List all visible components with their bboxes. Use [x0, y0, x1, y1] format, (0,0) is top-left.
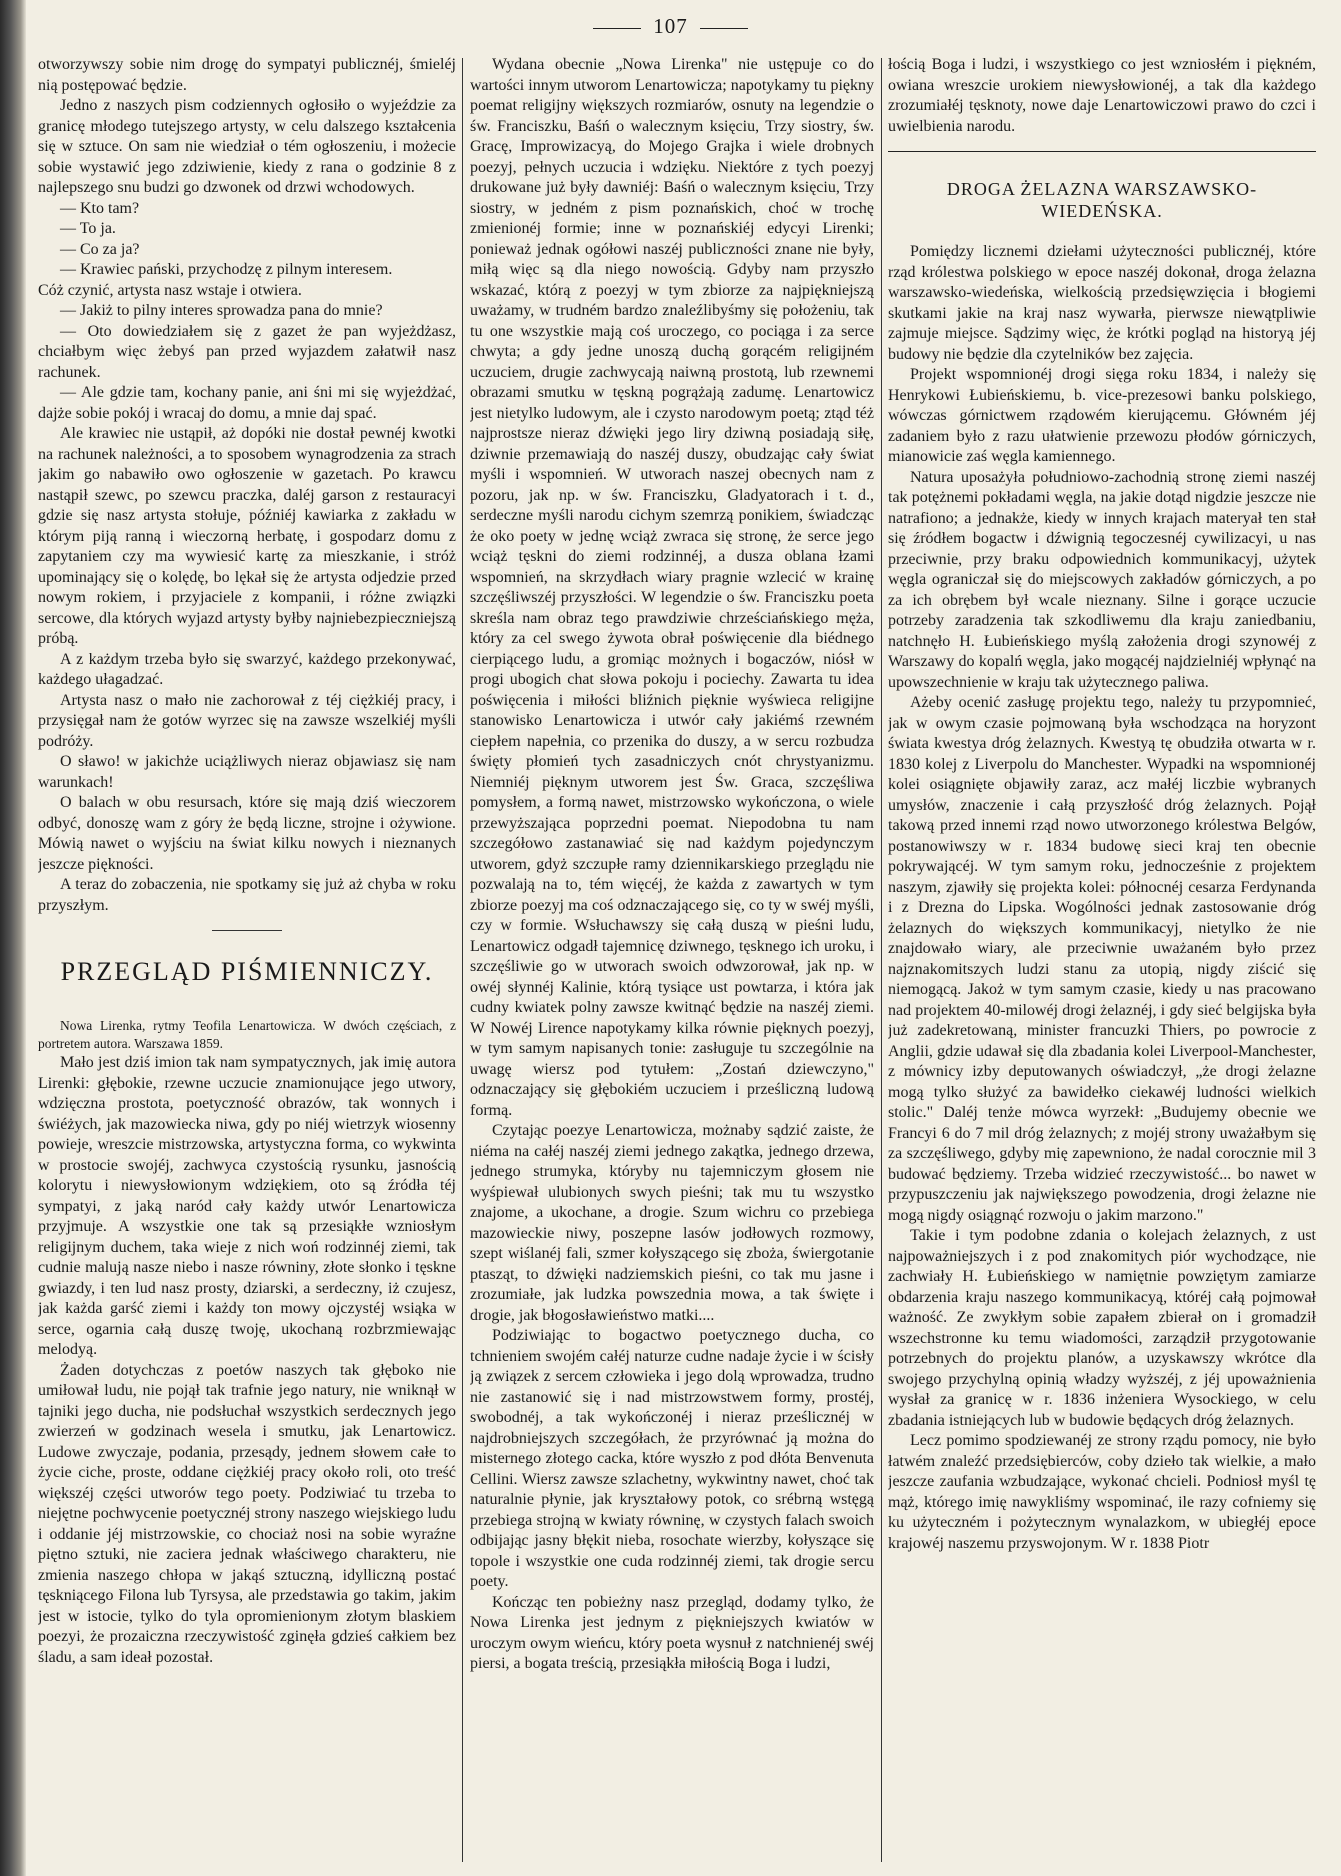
- paragraph: Artysta nasz o mało nie zachorował z téj ciężkiéj pracy, i przysięgał nam że gotów wyrzec się na zawsze wszelkiéj myśli podróży.: [38, 691, 456, 750]
- dialogue-line: — Ale gdzie tam, kochany panie, ani śni mi się wyjeżdżać, dajże sobie pokój i wracaj do domu, a mnie daj spać.: [38, 384, 456, 422]
- paragraph: A teraz do zobaczenia, nie spotkamy się już aż chyba w roku przyszłym.: [38, 876, 456, 914]
- page-number: [0, 14, 1341, 39]
- paragraph: Takie i tym podobne zdania o kolejach żelaznych, z ust najpoważniejszych i z pod znakomitych piór wychodzące, nie zachwiały H. Łubieńskiego w namiętnie powziętym zamiarze obdarzenia kraju naszego kommunikacyą, któréj całą pojmował ważność. Ze zwykłym sobie zapałem zbierał on i gromadził wszechstronne ku temu wiadomości, zarządził przygotowanie potrzebnych do projektu planów, a uzyskawszy wkrótce dla swojego przychylną opinią władzy wyższéj, z jéj upoważnienia wysłał za granicę w r. 1836 inżeniera Wysockiego, w celu zbadania istniejących lub w budowie będących dróg żelaznych.: [888, 1227, 1316, 1429]
- separator-rule: [212, 930, 282, 931]
- paragraph: Jedno z naszych pism codziennych ogłosiło o wyjeździe za granicę młodego tutejszego artysty, w celu dalszego kształcenia się w sztuce. On sam nie wiedział o tém ogłoszeniu, i możecie sobie wystawić jego zdziwienie, kiedy z rana o godzinie 8 z najlepszego snu budzi go dzwonek od drzwi wchodowych.: [38, 97, 456, 196]
- paragraph: A z każdym trzeba było się swarzyć, każdego przekonywać, każdego ułagadzać.: [38, 650, 456, 688]
- column-rule-2: [881, 58, 882, 1862]
- paragraph: Cóż czynić, artysta nasz wstaje i otwiera.: [38, 281, 302, 299]
- section-title-droga-zelazna: DROGA ŻELAZNA WARSZAWSKO-WIEDEŃSKA.: [946, 179, 1258, 221]
- section-title-przeglad: PRZEGLĄD PIŚMIENNICZY.: [60, 957, 434, 986]
- dialogue-line: — Kto tam?: [60, 199, 140, 217]
- review-heading: Nowa Lirenka, rytmy Teofila Lenartowicza. W dwóch częściach, z portretem autora. Warszawa 1859.: [38, 1018, 456, 1051]
- paragraph: Czytając poezye Lenartowicza, możnaby sądzić zaiste, że niéma na całéj naszéj ziemi jednego zakątka, jednego drzewa, jednego strumyka, któryby nu tajemniczym głosem nie wyśpiewał ulubionych swych pieśni; tak mu tu wszystko znajome, a ukochane, a drogie. Szum wichru co przebiega mazowieckie niwy, poszepne lasów jodłowych rozmowy, szept wiślanéj fali, szmer kołyszącego się zboża, świergotanie ptasząt, to dźwięki nadziemskich pieśni, co tak mu jasne i zrozumiałe, jak ludzka powszednia mowa, a tak święte i drogie, jak błogosławieństwo matki....: [470, 1122, 874, 1324]
- dialogue-line: — Co za ja?: [60, 240, 140, 258]
- paragraph: Lecz pomimo spodziewanéj ze strony rządu pomocy, nie było łatwém znaleźć przedsiębierców, coby dzieło tak wielkie, a mało jeszcze zaufania wzbudzające, wykonać chcieli. Podniosł myśl tę mąż, którego imię nawykliśmy wspominać, ile razy cofniemy się ku użyteczném i pożytecznym wynalazkom, w ubiegłéj epoce krajowéj naszemu przyswojonym. W r. 1838 Piotr: [888, 1432, 1316, 1552]
- page-number-dash-left: [593, 28, 641, 29]
- dialogue-line: — Krawiec pański, przychodzę z pilnym interesem.: [60, 261, 393, 278]
- paragraph: Ażeby ocenić zasługę projektu tego, należy tu przypomnieć, jak w owym czasie pojmowaną była wschodząca na horyzont świata kwestya dróg żelaznych. Kwestyą tę obudziła otwarta w r. 1830 kolej z Liverpolu do Manchester. Wypadki na wspomnionéj kolei osiągnięte objawiły zaraz, acz małéj liczbie wybranych umysłów, znaczenie i całą przyszłość dróg żelaznych. Pojął takową przed innemi rząd nowo utworzonego królestwa Belgów, postanowiwszy w r. 1834 budowę sieci kraj ten obecnie pokrywającéj. W tym samym roku, jednocześnie z projektem naszym, zjawiły się projekta kolei: północnéj cesarza Ferdynanda i z Drezna do Lipska. Wogólności jednak zastosowanie dróg żelaznych do większych kommunikacyj, nietylko że nie znajdowało wiary, ale przeciwnie uważaném było przez najznakomitszych ludzi stanu za utopią, nigdy ziścić się niemogącą. Jakoż w tym samym czasie, kiedy u nas pracowano nad projektem 40-milowéj drogi żelaznéj, i gdy sieć belgijska była już zadekretowaną, minister francuzki Thiers, po powrocie z Anglii, gdzie udawał się dla zbadania kolei Liverpool-Manchester, z mównicy izby deputowanych oświadczył, „że drogi żelazne mogą tylko służyć za bawidełko ciekawéj ludności wielkich stolic." Daléj tenże mówca wyrzekł: „Budujemy obecnie we Francyi 6 do 7 mil dróg żelaznych; z mojéj strony uważałbym się za szczęśliwego, gdyby mię zapewniono, że nadal corocznie mil 3 budować będziemy. Trzeba widzieć rzeczywistość... bo nawet w przypuszczeniu jak największego powodzenia, drogi żelazne nie mogą nigdy osiągnąć rozwoju o jakim marzono.": [888, 694, 1316, 1224]
- paragraph: O sławo! w jakichże uciążliwych nieraz objawiasz się nam warunkach!: [38, 753, 456, 791]
- book-binding-edge: [0, 0, 26, 1876]
- paragraph: Podziwiając to bogactwo poetycznego ducha, co tchnieniem swojém całéj naturze cudne nadaje życie i w ścisły ją związek z sercem człowieka i jego dolą wprowadza, trudno nie zastanowić się i nad mistrzowstwem formy, prostéj, swobodnéj, a tak wykończonéj i nieraz prześlicznéj w najdrobniejszych szczegółach, że przyrównać ją można do misternego złotego cacka, które wyszło z pod dłóta Benvenuta Cellini. Wiersz zawsze szlachetny, wykwintny nawet, choć tak naturalnie płynie, jak kryształowy potok, co srébrną wstęgą przebiega strojną w kwiaty równinę, w czystych falach swoich odbijając jasny błękit nieba, rosochate wierzby, kołyszące się topole i wszystkie one cuda rodzinnéj ziemi, tak drogie sercu poety.: [470, 1327, 874, 1590]
- page-number-dash-right: [700, 28, 748, 29]
- paragraph: Wydana obecnie „Nowa Lirenka" nie ustępuje co do wartości innym utworom Lenartowicza; napotykamy tu piękny poemat religijny większych rozmiarów, osnuty na legendzie o św. Franciszku, Baśń o walecznym księciu, Trzy siostry, św. Gracę, Improwizacyą, do Mojego Grajka i wiele drobnych poezyj, pełnych uczucia i wdzięku. Niektóre z tych poezyj drukowane już były dawniéj: Baśń o walecznym księciu, Trzy siostry, w jedném z pism poznańskich, choć w trochę zmienionéj formie; inne w poznańskiéj edycyi Lirenki; ponieważ jednak ogółowi naszéj publiczności znane nie były, miłą więc są dla niego nowością. Gdyby nam przyszło wskazać, którą z poezyj w tym zbiorze za najpiękniejszą uważamy, w trudném bardzo znaleźlibyśmy się położeniu, tak tu one wszystkie mają coś uroczego, co pociąga i za serce chwyta; a gdy jedne unoszą duchą gorącém religijném uczuciem, drugie zachwycają naiwną prostotą, lub rzewnemi obrazami smutku w tęskną pogrążają zadumę. Lenartowicz jest nietylko ludowym, ale i czysto narodowym poetą; ztąd téż najprostsze nieraz dźwięki jego liry dziwną posiadają siłę, dziwnie przemawiają do naszéj duszy, obudzając cały świat myśli i wspomnień. W utworach naszej obecnych nam z pozoru, jak np. w św. Franciszku, Gladyatorach i t. d., serdeczne myśli narodu cichym szemrzą ponikiem, świadcząc że oko poety w jednę wciąż zwraca się stronę, że serce jego wciąż tęskni do ziemi rodzinnéj, a dusza oblana łzami wspomnień, na skrzydłach wiary pragnie wzlecić w krainę szczęśliwszéj przyszłości. W legendzie o św. Franciszku poeta skreśla nam obraz tego prawdziwie chrześciańskiego męża, który za cel swego żywota obrał poświęcenie dla biédnego cierpiącego ludu, a gromiąc możnych i bogaczów, niósł w progi ubogich chat słowa pokoju i pociechy. Zawarta tu idea poświęcenia i miłości bliźnich pięknie wyświeca religijne stanowisko Lenartowicza i utwór cały jakiémś rzewném ciepłem napełnia, co przenika do duszy, a w sercu rozbudza święty płomień tych zasadniczych cnót chrystyanizmu. Niemniéj pięknym utworem jest Św. Graca, szczęśliwa pomysłem, a formą nawet, mistrzowsko wykończona, o wiele przewyższająca poprzedni poemat. Niepodobna tu nam szczegółowo zastanawiać się nad każdym pojedynczym utworem, gdyż szczupłe ramy dziennikarskiego przeglądu nie pozwalają na to, tém więcéj, że każda z zawartych w tym zbiorze poezyj ma coś odznaczającego się, co ty w swéj myśli, czy w formie. Wsłuchawszy się całą duszą w pieśni ludu, Lenartowicz odgadł tajemnicę dziwnego, tęsknego ich uroku, i szczęśliwie go w utworach swoich odwzorował, jak np. w owéj słynnéj Kalinie, którą tysiące ust powtarza, i która jak cudny kwiatek polny zawsze kwitnąć będzie na naszéj ziemi. W Nowéj Lirence napotykamy kilka równie pięknych poezyj, w tym samym napisanych tonie: zasługuje tu szczególnie na uwagę wiersz pod tytułem: „Zostań dziewczyno," odznaczający się głębokiém uczuciem i prześliczną ludową formą.: [470, 56, 874, 1119]
- column-1: [38, 55, 456, 1864]
- column-2: [470, 55, 874, 1864]
- paragraph: Kończąc ten pobieżny nasz przegląd, dodamy tylko, że Nowa Lirenka jest jednym z piękniejszych kwiatów w uroczym owym wieńcu, który poeta wysnuł z natchnienéj swéj piersi, a bogata treścią, przesiąkła miłością Boga i ludzi,: [470, 1593, 874, 1672]
- paragraph: Mało jest dziś imion tak nam sympatycznych, jak imię autora Lirenki: głębokie, rzewne uczucie znamionujące jego utwory, wdzięczna prostota, poetyczność obrazów, tak wonnych i świéżych, jak mazowiecka niwa, gdy po niéj wietrzyk wiosenny powieje, wreszcie mistrzowska, artystyczna forma, co wykwinta w prostocie swojéj, zachwyca czystością rysunku, jasnością kolorytu i niewysłowionym wdziękiem, oto są źródła téj sympatyi, z jaką naród cały każdy utwór Lenartowicza przyjmuje. A wszystkie one tak są przesiąkłe wzniosłym religijnym duchem, taka wieje z nich woń rodzinnéj ziemi, tak cudnie malują nasze niebo i nasze równiny, złote słonko i tęskne gwiazdy, i ten lud nasz prosty, dziarski, a serdeczny, iż czujesz, jak każda garść ziemi i każdy ton mowy ojczystéj wsiąka w serce, ogarnia całą duszę twoję, ukochaną rozbrzmiewając melodyą.: [38, 1054, 456, 1358]
- page-number-text: 107: [653, 14, 688, 38]
- section-separator-rule: [888, 151, 1316, 152]
- paragraph: Projekt wspomnionéj drogi sięga roku 1834, i należy się Henrykowi Łubieńskiemu, b. vice-prezesowi banku polskiego, wówczas górnictwem rządowém kierującemu. Główném jéj zadaniem było z razu ułatwienie przewozu płodów górniczych, mianowicie zaś węgla kamiennego.: [888, 366, 1316, 465]
- paragraph: Żaden dotychczas z poetów naszych tak głęboko nie umiłował ludu, nie pojął tak trafnie jego natury, nie wniknął w tajniki jego ducha, nie podsłuchał wszystkich serdecznych jego zwierzeń w godzinach wesela i smutku, jak Lenartowicz. Ludowe zwyczaje, podania, przesądy, jednem słowem całe to życie ciche, proste, oddane ciężkiéj pracy około roli, oto treść większéj części utworów tego poety. Podziwiać tu trzeba to niejętne pochwycenie poetycznéj strony naszego wiejskiego ludu i oddanie jéj mistrzowskie, co chociaż nosi na sobie wyraźne piętno sztuki, nie zaciera jednak właściwego charakteru, nie zmienia naszego chłopa w jakąś sztuczną, idylliczną postać tęskniącego Filona lub Tyrsysa, ale przedstawia go takim, jakim jest w istocie, tylko do tyla opromienionym złotym blaskiem poezyi, że prozaiczna rzeczywistość zginęła gdzieś całkiem bez śladu, a sam ideał pozostał.: [38, 1361, 456, 1666]
- paragraph: Natura uposażyła południowo-zachodnią stronę ziemi naszéj tak potężnemi pokładami węgla, na jakie dotąd nigdzie jeszcze nie natrafiono; a jednakże, kiedy w innych krajach materyał ten stał się źródłem bogactw i dźwignią tegoczesnéj cywilizacyi, u nas przeciwnie, przy braku odpowiednich kommunikacyj, użytek węgla ograniczał się do miejscowych zakładów górniczych, a po za ich obrębem był wcale nieznany. Silne i gorące uczucie potrzeby zaradzenia tak szkodliwemu dla kraju zaniedbaniu, natchnęło H. Łubieńskiego myślą założenia drogi szynowéj z Warszawy do kopalń węgla, jako mogącéj najdzielniéj wpłynąć na upowszechnienie w kraju tak użytecznego paliwa.: [888, 468, 1316, 691]
- dialogue-line: — To ja.: [60, 220, 116, 237]
- paragraph: O balach w obu resursach, które się mają dziś wieczorem odbyć, donoszę wam z góry że będą liczne, strojne i ożywione. Mówią nawet o wyjściu na świat kilku nowych i nieznanych jeszcze piękności.: [38, 794, 456, 873]
- paragraph: łością Boga i ludzi, i wszystkiego co jest wzniosłém i piękném, owiana wreszcie urokiem niewysłowionéj, a tak dla każdego zrozumiałéj tęsknoty, nowe daje Lenartowiczowi prawo do czci i uwielbienia narodu.: [888, 56, 1316, 135]
- dialogue-line: — Jakiż to pilny interes sprowadza pana do mnie?: [60, 302, 383, 319]
- paragraph: otworzywszy sobie nim drogę do sympatyi publicznéj, śmieléj nią postępować będzie.: [38, 56, 456, 94]
- column-rule-1: [462, 58, 463, 1862]
- column-3: [888, 55, 1316, 1864]
- paragraph: Pomiędzy licznemi dziełami użyteczności publicznéj, które rząd królestwa polskiego w epoce naszéj dokonał, droga żelazna warszawsko-wiedeńska, wielkością przedsięwzięcia i błogiemi skutkami jakie na kraj nasz wywarła, pierwsze niewątpliwie zajmuje miejsce. Sądzimy więc, że krótki pogląd na historyą jéj budowy nie będzie dla czytelników bez zajęcia.: [888, 243, 1316, 363]
- dialogue-line: — Oto dowiedziałem się z gazet że pan wyjeżdżasz, chciałbym więc żebyś pan przed wyjazdem załatwił nasz rachunek.: [38, 322, 456, 381]
- paragraph: Ale krawiec nie ustąpił, aż dopóki nie dostał pewnéj kwotki na rachunek należności, a to sposobem wynagrodzenia za strach jakim go nabawiło owo ogłoszenie w gazetach. Po krawcu nastąpił szewc, po szewcu praczka, daléj garson z restauracyi gdzie się nasz artysta stołuje, późniéj kawiarka z zakładu w którym piją ranną i wieczorną herbatę, i gospodarz domu z zapytaniem czy ma wywiesić kartę za mieszkanie, i stróż upominający się o kolędę, bo lękał się że artysta odjedzie przed nowym rokiem, i przyjaciele z kompanii, i różne związki sercowe, dla których wyjazd artysty byłby najniebezpieczniejszą próbą.: [38, 425, 456, 647]
